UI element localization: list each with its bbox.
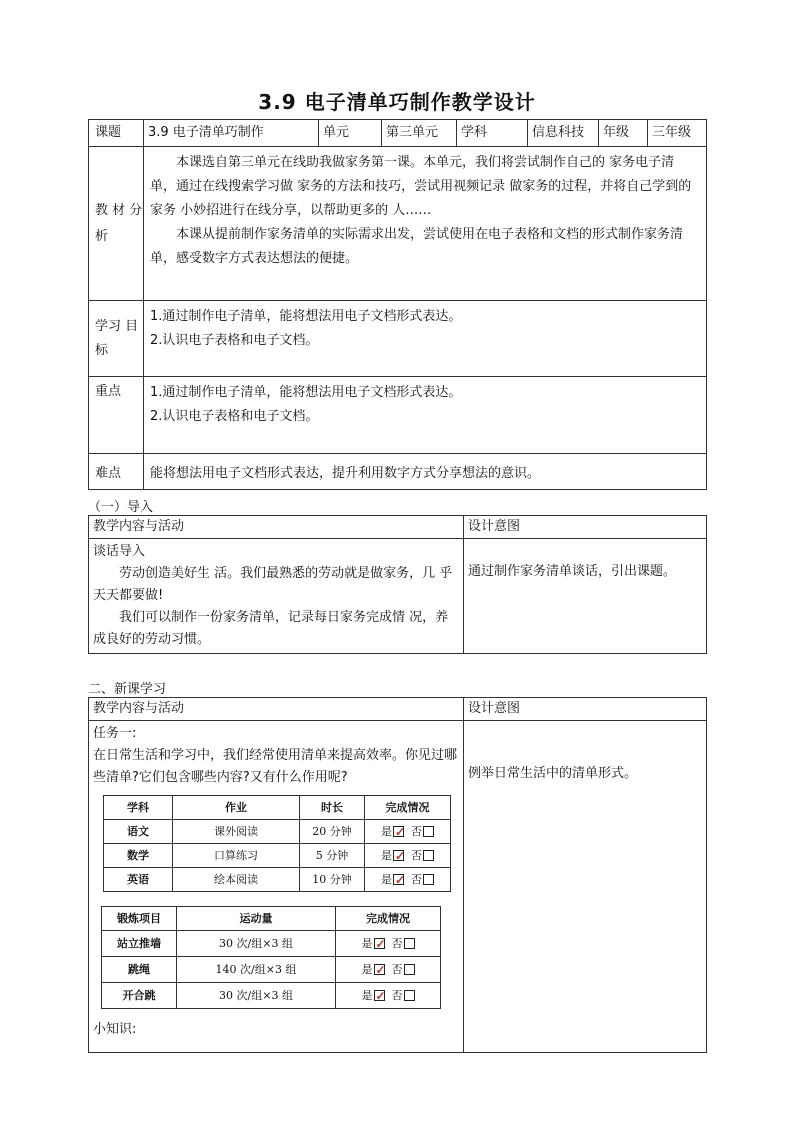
- empty-checkbox-icon: [404, 938, 415, 949]
- intro-table: [88, 515, 707, 654]
- unit-label: 单元: [319, 120, 382, 147]
- hw-subject: 英语: [104, 868, 173, 892]
- key-item-1: 1.通过制作电子清单，能将想法用电子文档形式表达。: [150, 385, 462, 400]
- homework-checklist-table: [103, 795, 451, 892]
- goal-content: [144, 301, 707, 377]
- grade-value: 三年级: [648, 120, 707, 147]
- hw-subject: 数学: [104, 844, 173, 868]
- intro-paragraph-2: 我们可以制作一份家务清单，记录每日家务完成情 况，养成良好的劳动习惯。: [93, 610, 449, 647]
- key-content: [144, 377, 707, 454]
- hw-duration: 10 分钟: [300, 868, 365, 892]
- ex-amount: 140 次/组×3 组: [177, 957, 336, 983]
- key-item-2: 2.认识电子表格和电子文档。: [150, 409, 319, 424]
- hw-task: 绘本阅读: [173, 868, 300, 892]
- no-label: 否: [411, 824, 422, 838]
- ex-status: [336, 957, 441, 983]
- intro-intent: 通过制作家务清单谈话，引出课题。: [464, 539, 707, 654]
- ex-header-item: 锻炼项目: [102, 907, 177, 931]
- empty-checkbox-icon: [423, 874, 434, 885]
- subject-value: 信息科技: [528, 120, 599, 147]
- checked-checkbox-icon: ✓: [395, 849, 406, 863]
- ex-status: [336, 931, 441, 957]
- no-label: 否: [391, 988, 403, 1002]
- hw-header-subject: 学科: [104, 796, 173, 820]
- hw-status: [365, 820, 451, 844]
- no-label: 否: [411, 848, 422, 862]
- yes-label: 是: [381, 872, 392, 886]
- ex-header-status: 完成情况: [336, 907, 441, 931]
- empty-checkbox-icon: [404, 990, 415, 1001]
- analysis-label: 教 材 分析: [89, 147, 144, 301]
- intro-content: [89, 539, 464, 654]
- hw-header-duration: 时长: [300, 796, 365, 820]
- yes-label: 是: [361, 936, 373, 950]
- empty-checkbox-icon: [404, 964, 415, 975]
- empty-checkbox-icon: [423, 826, 434, 837]
- unit-value: 第三单元: [382, 120, 457, 147]
- hw-duration: 5 分钟: [300, 844, 365, 868]
- table-row: [104, 868, 451, 892]
- intro-col2-header: 设计意图: [464, 516, 707, 539]
- hw-subject: 语文: [104, 820, 173, 844]
- section1-heading: （一）导入: [88, 500, 154, 515]
- difficulty-label: 难点: [89, 454, 144, 490]
- hw-header-status: 完成情况: [365, 796, 451, 820]
- subject-label: 学科: [457, 120, 528, 147]
- analysis-content: [144, 147, 707, 301]
- new-lesson-table: [88, 697, 707, 1053]
- table-row: [104, 820, 451, 844]
- keti-label: 课题: [89, 120, 144, 147]
- goal-label: 学习 目标: [89, 301, 144, 377]
- ex-amount: 30 次/组×3 组: [177, 983, 336, 1009]
- lesson-intent: 例举日常生活中的清单形式。: [464, 721, 707, 1053]
- goal-item-1: 1.通过制作电子清单，能将想法用电子文档形式表达。: [150, 309, 462, 324]
- table-row: [102, 957, 441, 983]
- ex-amount: 30 次/组×3 组: [177, 931, 336, 957]
- hw-task: 口算练习: [173, 844, 300, 868]
- task-question: 在日常生活和学习中，我们经常使用清单来提高效率。你见过哪些清单?它们包含哪些内容?又有什么作用呢?: [93, 748, 458, 785]
- ex-header-amount: 运动量: [177, 907, 336, 931]
- ex-item: 站立推墙: [102, 931, 177, 957]
- ex-item: 跳绳: [102, 957, 177, 983]
- lesson-content: [89, 721, 464, 1053]
- hw-status: [365, 844, 451, 868]
- ex-status: [336, 983, 441, 1009]
- no-label: 否: [391, 962, 403, 976]
- page-title: 3.9 电子清单巧制作教学设计: [258, 90, 536, 114]
- section2-heading: 二、新课学习: [88, 682, 167, 697]
- goal-item-2: 2.认识电子表格和电子文档。: [150, 333, 319, 348]
- table-row: [104, 844, 451, 868]
- analysis-paragraph-2: 本课从提前制作家务清单的实际需求出发，尝试使用在电子表格和文档的形式制作家务清单，感受数字方式表达想法的便捷。: [150, 227, 684, 266]
- table-row: [102, 931, 441, 957]
- tip-label: 小知识:: [93, 1022, 137, 1037]
- hw-duration: 20 分钟: [300, 820, 365, 844]
- empty-checkbox-icon: [423, 850, 434, 861]
- exercise-checklist-table: [101, 906, 441, 1009]
- yes-label: 是: [381, 824, 392, 838]
- lesson-col1-header: 教学内容与活动: [89, 698, 464, 721]
- ex-item: 开合跳: [102, 983, 177, 1009]
- intro-subheading: 谈话导入: [93, 544, 146, 559]
- lesson-col2-header: 设计意图: [464, 698, 707, 721]
- course-info-table: [88, 119, 707, 490]
- keti-value: 3.9 电子清单巧制作: [144, 120, 319, 147]
- checked-checkbox-icon: ✓: [375, 989, 386, 1003]
- checked-checkbox-icon: ✓: [395, 825, 406, 839]
- key-label: 重点: [89, 377, 144, 454]
- hw-task: 课外阅读: [173, 820, 300, 844]
- intro-paragraph-1: 劳动创造美好生 活。我们最熟悉的劳动就是做家务，几 乎天天都要做!: [93, 566, 453, 603]
- task-label: 任务一:: [93, 726, 137, 741]
- checked-checkbox-icon: ✓: [375, 937, 386, 951]
- no-label: 否: [411, 872, 422, 886]
- no-label: 否: [391, 936, 403, 950]
- intro-col1-header: 教学内容与活动: [89, 516, 464, 539]
- yes-label: 是: [381, 848, 392, 862]
- checked-checkbox-icon: ✓: [395, 873, 406, 887]
- yes-label: 是: [361, 988, 373, 1002]
- hw-status: [365, 868, 451, 892]
- grade-label: 年级: [599, 120, 648, 147]
- table-row: [102, 983, 441, 1009]
- yes-label: 是: [361, 962, 373, 976]
- analysis-paragraph-1: 本课选自第三单元在线助我做家务第一课。本单元，我们将尝试制作自己的 家务电子清单，通过在线搜索学习做 家务的方法和技巧，尝试用视频记录 做家务的过程，并将自己学到的家务 小妙招进行在线分享，以帮助更多的 人……: [150, 155, 692, 218]
- difficulty-value: 能将想法用电子文档形式表达，提升利用数字方式分享想法的意识。: [144, 454, 707, 490]
- hw-header-task: 作业: [173, 796, 300, 820]
- checked-checkbox-icon: ✓: [375, 963, 386, 977]
